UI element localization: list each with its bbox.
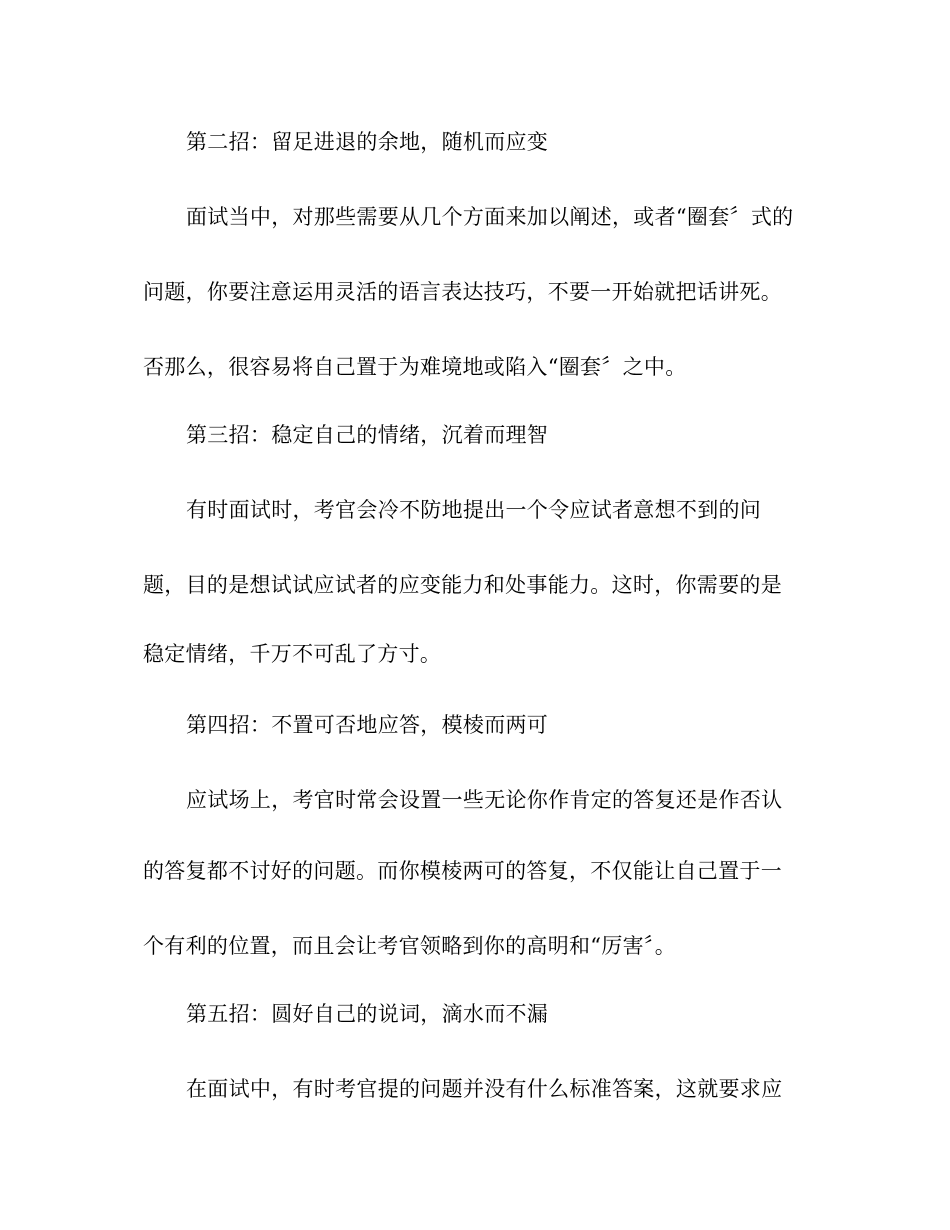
heading-tip-2: 第二招：留足进退的余地，随机而应变: [186, 130, 549, 154]
paragraph-line: 在面试中，有时考官提的问题并没有什么标准答案，这就要求应: [186, 1077, 783, 1101]
paragraph-line: 应试场上，考官时常会设置一些无论你作肯定的答复还是作否认: [186, 788, 783, 812]
heading-tip-5: 第五招：圆好自己的说词，滴水而不漏: [186, 1002, 549, 1026]
paragraph-line: 题，目的是想试试应试者的应变能力和处事能力。这时，你需要的是: [143, 573, 782, 597]
heading-tip-3: 第三招：稳定自己的情绪，沉着而理智: [186, 423, 549, 447]
paragraph-line: 问题，你要注意运用灵活的语言表达技巧，不要一开始就把话讲死。: [143, 280, 782, 304]
paragraph-line: 有时面试时，考官会冷不防地提出一个令应试者意想不到的问: [186, 498, 762, 522]
paragraph-line: 个有利的位置，而且会让考官领略到你的高明和“厉害〞。: [143, 934, 677, 958]
paragraph-line: 稳定情绪，千万不可乱了方寸。: [143, 642, 442, 666]
heading-tip-4: 第四招：不置可否地应答，模棱而两可: [186, 713, 549, 737]
paragraph-line: 面试当中，对那些需要从几个方面来加以阐述，或者“圈套〞式的: [186, 205, 794, 229]
paragraph-line: 的答复都不讨好的问题。而你模棱两可的答复，不仅能让自己置于一: [143, 859, 782, 883]
paragraph-line: 否那么，很容易将自己置于为难境地或陷入“圈套〞之中。: [143, 355, 687, 379]
